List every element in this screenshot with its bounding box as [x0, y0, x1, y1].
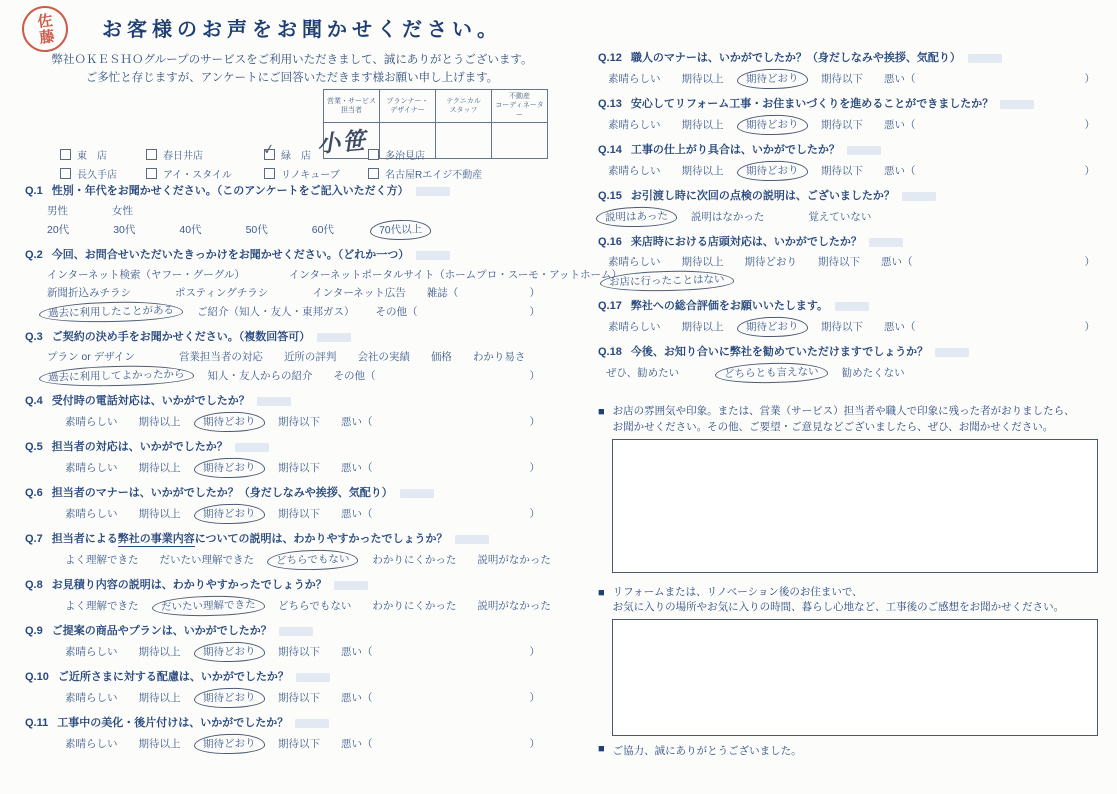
option[interactable]: 期待以上	[681, 164, 724, 177]
question-number: Q.11	[25, 717, 49, 729]
scan-smudge	[869, 238, 903, 247]
scan-smudge	[295, 719, 329, 728]
option[interactable]: わかり易さ	[472, 351, 526, 363]
option[interactable]: 悪い（	[341, 645, 373, 658]
question-number: Q.16	[598, 236, 622, 248]
question-number: Q.18	[598, 346, 622, 358]
question-number: Q.2	[25, 249, 43, 261]
comment-section	[598, 404, 1105, 573]
question-heading	[25, 439, 550, 456]
option[interactable]: 会社の実績	[357, 351, 410, 363]
option[interactable]: 悪い（	[884, 118, 916, 131]
question-title: 職人のマナーは、いかがでしたか？（身だしなみや挨拶、気配り）	[630, 52, 961, 64]
store-option[interactable]	[368, 166, 482, 181]
option[interactable]: 悪い（	[881, 256, 913, 268]
option-circled[interactable]: だいたい理解できた	[151, 595, 264, 618]
comment-label-line: お気に入りの場所やお気に入りの時間、暮らし心地など、工事後のご感想をお聞かせください。	[612, 601, 1065, 614]
option[interactable]: 悪い（	[341, 737, 373, 750]
question-title: ご近所さまに対する配慮は、いかがでしたか？	[57, 671, 289, 683]
question-q9	[25, 623, 550, 660]
option[interactable]: ）	[1084, 256, 1095, 268]
question-q18	[598, 344, 1105, 381]
option[interactable]: 30代	[113, 223, 136, 236]
question-title: 安心してリフォーム工事・お住まいづくりを進めることができましたか？	[630, 98, 994, 110]
checkbox-icon[interactable]	[264, 168, 275, 179]
question-q3	[25, 329, 550, 384]
option[interactable]: ）	[529, 737, 540, 750]
scan-smudge	[835, 302, 869, 311]
option[interactable]: プラン or デザイン	[47, 351, 135, 363]
question-q4	[25, 393, 550, 430]
handwritten-name: 小笹	[316, 127, 369, 158]
option-circled[interactable]: どちらでもない	[267, 549, 359, 571]
right-questions-mount	[598, 50, 1105, 381]
option[interactable]: ）	[1084, 72, 1095, 85]
option-circled[interactable]: 70代以上	[370, 219, 432, 241]
store-option[interactable]	[60, 166, 146, 181]
staff-col-header: テクニカル スタッフ	[436, 90, 492, 123]
store-label: 春日井店	[163, 151, 203, 162]
checkbox-icon[interactable]	[368, 168, 379, 179]
question-title: ご契約の決め手をお聞かせください。（複数回答可）	[51, 331, 311, 343]
question-heading	[598, 344, 1105, 361]
option[interactable]: 素晴らしい	[608, 118, 661, 131]
comment-input-box[interactable]	[612, 439, 1098, 573]
option[interactable]: 期待以上	[681, 118, 724, 131]
store-option[interactable]	[146, 147, 264, 162]
scan-smudge	[1000, 100, 1034, 109]
comment-label-line: お聞かせください。その他、ご要望・ご意見などございましたら、ぜひ、お聞かせください。	[612, 420, 1054, 433]
options-row	[598, 117, 1105, 133]
question-q11	[25, 715, 550, 752]
option[interactable]: 説明はなかった	[690, 210, 765, 223]
comment-input-box[interactable]	[612, 619, 1098, 736]
option-circled[interactable]: 過去に利用したことがある	[39, 300, 183, 324]
checkbox-icon[interactable]	[261, 140, 276, 160]
question-number: Q.10	[25, 671, 49, 683]
option[interactable]: 雑誌（	[426, 287, 459, 299]
option[interactable]: ）	[529, 691, 540, 704]
question-q14	[598, 142, 1105, 179]
question-title: についての説明は、わかりやすかったでしょうか？	[194, 533, 448, 545]
option[interactable]: 期待以上	[681, 320, 724, 333]
option[interactable]: ）	[1084, 320, 1095, 333]
options-row	[598, 365, 1105, 381]
option-circled[interactable]: どちらとも言えない	[715, 362, 828, 385]
checkbox-icon[interactable]	[146, 168, 157, 179]
checkbox-icon[interactable]	[60, 149, 71, 160]
option[interactable]: 期待以下	[278, 415, 320, 428]
option[interactable]: 悪い（	[341, 415, 373, 428]
question-number: Q.9	[25, 625, 43, 637]
scan-smudge	[902, 192, 936, 201]
option[interactable]: わかりにくかった	[372, 599, 457, 612]
option[interactable]: 素晴らしい	[65, 415, 118, 428]
option[interactable]: 期待以下	[278, 737, 320, 750]
question-heading	[25, 247, 550, 264]
question-q7	[25, 531, 550, 568]
question-heading	[25, 623, 550, 640]
question-title: 今回、お問合せいただいたきっかけをお聞かせください。（どれか一つ）	[51, 249, 410, 261]
option[interactable]: 期待以上	[138, 645, 181, 658]
option[interactable]: 素晴らしい	[65, 691, 118, 704]
question-q16	[598, 234, 1105, 289]
option[interactable]: ）	[529, 415, 540, 428]
option[interactable]: 女性	[112, 205, 133, 217]
question-number: Q.4	[25, 395, 43, 407]
option[interactable]: ご紹介（知人・友人・東邦ガス）	[197, 305, 355, 318]
intro-text	[26, 52, 558, 88]
question-heading	[25, 531, 550, 548]
question-number: Q.12	[598, 52, 622, 64]
right-question-column	[598, 50, 1105, 758]
question-number: Q.15	[598, 190, 622, 202]
question-number: Q.8	[25, 579, 43, 591]
option[interactable]: 期待以下	[818, 256, 860, 268]
option[interactable]: インターネット検索（ヤフー・グーグル）	[47, 269, 245, 281]
store-label: 緑 店	[281, 151, 311, 162]
comment-label-text	[613, 404, 1075, 436]
option[interactable]: 新聞折込みチラシ	[47, 287, 131, 299]
option[interactable]: ）	[529, 287, 540, 299]
option[interactable]: インターネットポータルサイト（ホームプロ・スーモ・アットホーム）	[288, 269, 622, 281]
scan-smudge	[257, 397, 291, 406]
option[interactable]: 20代	[47, 223, 70, 236]
question-number: Q.17	[598, 300, 622, 312]
scan-smudge	[416, 187, 450, 196]
question-title: ご提案の商品やプランは、いかがでしたか？	[51, 625, 272, 637]
question-title: 工事中の美化・後片付けは、いかがでしたか？	[57, 717, 289, 729]
options-row	[25, 552, 550, 568]
question-title: 弊社の事業内容	[117, 533, 195, 545]
staff-col-header: 不動産 コーディネーター	[492, 90, 548, 123]
option-circled[interactable]: 期待どおり	[193, 641, 264, 663]
question-heading	[25, 329, 550, 346]
options-row	[25, 222, 550, 238]
question-title: 性別・年代をお聞かせください。（このアンケートをご記入いただく方）	[51, 185, 409, 197]
option[interactable]: よく理解できた	[65, 599, 139, 612]
option-circled[interactable]: 説明はあった	[596, 206, 677, 228]
store-option[interactable]	[60, 147, 146, 162]
option[interactable]: 素晴らしい	[65, 645, 118, 658]
store-label: 名古屋Rエイジ不動産	[385, 170, 483, 181]
option-circled[interactable]: お店に行ったことはない	[600, 269, 734, 292]
question-number: Q.6	[25, 487, 43, 499]
question-q1	[25, 183, 550, 238]
option[interactable]: 素晴らしい	[608, 164, 661, 177]
scan-smudge	[334, 581, 368, 590]
scan-smudge	[847, 146, 881, 155]
options-row	[25, 286, 550, 301]
options-row	[25, 368, 550, 384]
option[interactable]: 素晴らしい	[608, 72, 661, 85]
question-q8	[25, 577, 550, 614]
option[interactable]: 知人・友人からの紹介	[207, 369, 313, 382]
bullet-icon: ■	[598, 743, 605, 755]
option[interactable]: 悪い（	[341, 461, 373, 474]
option[interactable]: 40代	[179, 223, 202, 236]
question-title: 担当者の対応は、いかがでしたか？	[51, 441, 228, 453]
hanko-stamp-icon: 佐藤	[19, 3, 70, 54]
question-title: 担当者による	[51, 533, 118, 545]
option[interactable]: ぜひ、勧めたい	[606, 366, 680, 379]
option[interactable]: 勧めたくない	[841, 366, 905, 379]
option[interactable]: ）	[1084, 118, 1095, 131]
option-circled[interactable]: 過去に利用してよかったから	[39, 364, 194, 388]
option[interactable]: 期待以下	[821, 320, 863, 333]
option[interactable]: 期待以下	[821, 118, 863, 131]
question-heading	[25, 183, 550, 200]
question-heading	[25, 485, 550, 502]
option[interactable]: 素晴らしい	[608, 256, 661, 268]
options-row	[25, 414, 550, 430]
option[interactable]: わかりにくかった	[372, 553, 457, 566]
footer-thanks	[598, 743, 1105, 758]
question-heading	[598, 142, 1105, 159]
option[interactable]: 価格	[430, 351, 452, 363]
question-q17	[598, 298, 1105, 335]
option-circled[interactable]: 期待どおり	[736, 114, 807, 136]
question-q6	[25, 485, 550, 522]
question-heading	[25, 715, 550, 732]
option-circled[interactable]: 期待どおり	[736, 68, 807, 90]
option[interactable]: 期待以上	[138, 507, 181, 520]
question-number: Q.14	[598, 144, 622, 156]
option-circled[interactable]: 期待どおり	[193, 503, 264, 525]
scan-smudge	[400, 489, 434, 498]
option[interactable]: 50代	[245, 223, 268, 236]
option[interactable]: 営業担当者の対応	[178, 351, 263, 363]
scan-smudge	[968, 54, 1002, 63]
question-heading	[25, 669, 550, 686]
staff-table-header-row	[324, 90, 548, 123]
option[interactable]: 60代	[311, 223, 334, 236]
options-row	[25, 506, 550, 522]
option[interactable]: ）	[529, 305, 540, 318]
options-row	[25, 350, 550, 365]
options-row	[598, 319, 1105, 335]
question-title: 来店時における店頭対応は、いかがでしたか？	[630, 236, 862, 248]
option[interactable]: 近所の評判	[283, 351, 337, 363]
store-label: 東 店	[77, 151, 107, 162]
option[interactable]: ）	[529, 369, 540, 382]
option[interactable]: 素晴らしい	[65, 461, 118, 474]
scan-smudge	[296, 673, 330, 682]
option[interactable]: 男性	[47, 205, 68, 217]
option[interactable]: その他（	[375, 305, 418, 318]
question-title: 今後、お知り合いに弊社を勧めていただけますでしょうか？	[630, 346, 929, 358]
option[interactable]: 期待以上	[138, 415, 181, 428]
question-title: お引渡し時に次回の点検の説明は、ございましたか？	[630, 190, 895, 202]
staff-entry-cell[interactable]	[492, 123, 548, 159]
checkbox-icon[interactable]	[368, 149, 379, 160]
option[interactable]: 悪い（	[341, 507, 373, 520]
comment-label-line: お店の雰囲気や印象。または、営業（サービス）担当者や職人で印象に残った者がおりましたら、	[612, 405, 1075, 417]
scan-smudge	[416, 251, 450, 260]
question-q15	[598, 188, 1105, 225]
option[interactable]: 期待以下	[278, 507, 320, 520]
comment-label-line: リフォームまたは、リノベーション後のお住まいで、	[612, 585, 863, 598]
option[interactable]: 期待以上	[138, 461, 181, 474]
scan-smudge	[235, 443, 269, 452]
comment-label	[598, 585, 1105, 617]
comment-label-text	[613, 585, 1065, 617]
store-label: リノキューブ	[281, 170, 340, 181]
option[interactable]: インターネット広告	[312, 287, 406, 299]
option[interactable]: 説明がなかった	[477, 599, 551, 612]
question-q13	[598, 96, 1105, 133]
option[interactable]: ）	[529, 645, 540, 658]
question-q5	[25, 439, 550, 476]
options-row	[25, 460, 550, 476]
store-label: アイ・スタイル	[163, 170, 232, 181]
comment-section	[598, 585, 1105, 737]
option-circled[interactable]: 期待どおり	[193, 457, 264, 479]
question-title: 工事の仕上がり具合は、いかがでしたか？	[630, 144, 840, 156]
options-row	[598, 273, 1105, 289]
question-heading	[25, 393, 550, 410]
option[interactable]: 説明がなかった	[477, 553, 551, 566]
scan-smudge	[935, 348, 969, 357]
option[interactable]: 期待以上	[138, 737, 181, 750]
option-circled[interactable]: 期待どおり	[736, 316, 807, 338]
checkbox-icon[interactable]	[60, 168, 71, 179]
option[interactable]: 期待どおり	[744, 256, 797, 268]
option-circled[interactable]: 期待どおり	[193, 733, 264, 755]
staff-col-header: 営業・サービス 担当者	[324, 90, 380, 123]
question-heading	[598, 50, 1105, 67]
option[interactable]: 素晴らしい	[65, 507, 118, 520]
check-mark-icon: ✓	[261, 140, 276, 158]
options-row	[25, 304, 550, 320]
scan-smudge	[317, 333, 351, 342]
scan-smudge	[455, 535, 489, 544]
option[interactable]: ）	[529, 507, 540, 520]
question-heading	[25, 577, 550, 594]
comment-label	[598, 404, 1105, 436]
scan-smudge	[279, 627, 313, 636]
option[interactable]: その他（	[333, 369, 376, 382]
option[interactable]: 悪い（	[884, 320, 916, 333]
option[interactable]: 悪い（	[341, 691, 373, 704]
store-label: 長久手店	[77, 170, 117, 181]
intro-line-1: 弊社ＯＫＥＳＨＯグループのサービスをご利用いただきまして、誠にありがとうございます。	[51, 54, 533, 66]
option[interactable]: 悪い（	[884, 72, 916, 85]
checkbox-icon[interactable]	[146, 149, 157, 160]
option[interactable]: 期待以下	[278, 461, 320, 474]
options-row	[25, 268, 622, 283]
option[interactable]: 素晴らしい	[65, 737, 118, 750]
option[interactable]: 素晴らしい	[608, 320, 661, 333]
options-row	[598, 71, 1105, 87]
options-row	[25, 736, 550, 752]
question-number: Q.3	[25, 331, 43, 343]
options-row	[25, 644, 550, 660]
option[interactable]: ）	[1084, 164, 1095, 177]
option[interactable]: 期待以上	[681, 256, 724, 268]
question-heading	[598, 96, 1105, 113]
options-row	[598, 255, 1105, 270]
option[interactable]: 覚えていない	[808, 210, 872, 223]
bullet-icon: ■	[598, 406, 605, 418]
option[interactable]: ）	[529, 461, 540, 474]
question-number: Q.1	[25, 185, 43, 197]
comment-sections	[598, 404, 1105, 736]
question-title: 受付時の電話対応は、いかがでしたか？	[51, 395, 250, 407]
option-circled[interactable]: 期待どおり	[736, 160, 807, 182]
question-q12	[598, 50, 1105, 87]
question-q10	[25, 669, 550, 706]
store-option[interactable]	[368, 147, 482, 162]
question-title: お見積り内容の説明は、わかりやすかったでしょうか？	[51, 579, 327, 591]
options-row	[25, 598, 550, 614]
option[interactable]: どちらでもない	[278, 599, 352, 612]
option[interactable]: 期待以下	[821, 72, 863, 85]
options-row	[25, 690, 550, 706]
question-number: Q.7	[25, 533, 43, 545]
question-heading	[598, 234, 1105, 251]
option[interactable]: 期待以上	[681, 72, 724, 85]
question-number: Q.5	[25, 441, 43, 453]
question-title: 弊社への総合評価をお願いいたします。	[630, 300, 828, 312]
option[interactable]: 期待以下	[821, 164, 863, 177]
option-circled[interactable]: 期待どおり	[193, 411, 264, 433]
intro-line-2: ご多忙と存じますが、アンケートにご回答いただきます様お願い申し上げます。	[85, 71, 499, 84]
options-row	[25, 204, 550, 219]
option[interactable]: だいたい理解できた	[159, 553, 254, 566]
bullet-icon: ■	[598, 586, 605, 599]
question-title: 担当者のマナーは、いかがでしたか？（身だしなみや挨拶、気配り）	[51, 487, 393, 499]
option[interactable]: 期待以下	[278, 645, 320, 658]
options-row	[598, 163, 1105, 179]
option[interactable]: よく理解できた	[65, 553, 139, 566]
option[interactable]: ポスティングチラシ	[175, 287, 269, 299]
store-label: 多治見店	[385, 151, 425, 162]
store-option[interactable]	[146, 166, 264, 181]
option[interactable]: 期待以上	[138, 691, 181, 704]
page-title: お客様のお声をお聞かせください。	[102, 19, 502, 41]
question-heading	[598, 298, 1105, 315]
store-option[interactable]	[264, 166, 368, 181]
question-number: Q.13	[598, 98, 622, 110]
option[interactable]: 期待以下	[278, 691, 320, 704]
options-row	[598, 209, 1105, 225]
option[interactable]: 悪い（	[884, 164, 916, 177]
staff-col-header: プランナー・ デザイナー	[380, 90, 436, 123]
question-heading	[598, 188, 1105, 205]
option-circled[interactable]: 期待どおり	[193, 687, 264, 709]
footer-thanks-text: ご協力、誠にありがとうございました。	[612, 745, 802, 757]
